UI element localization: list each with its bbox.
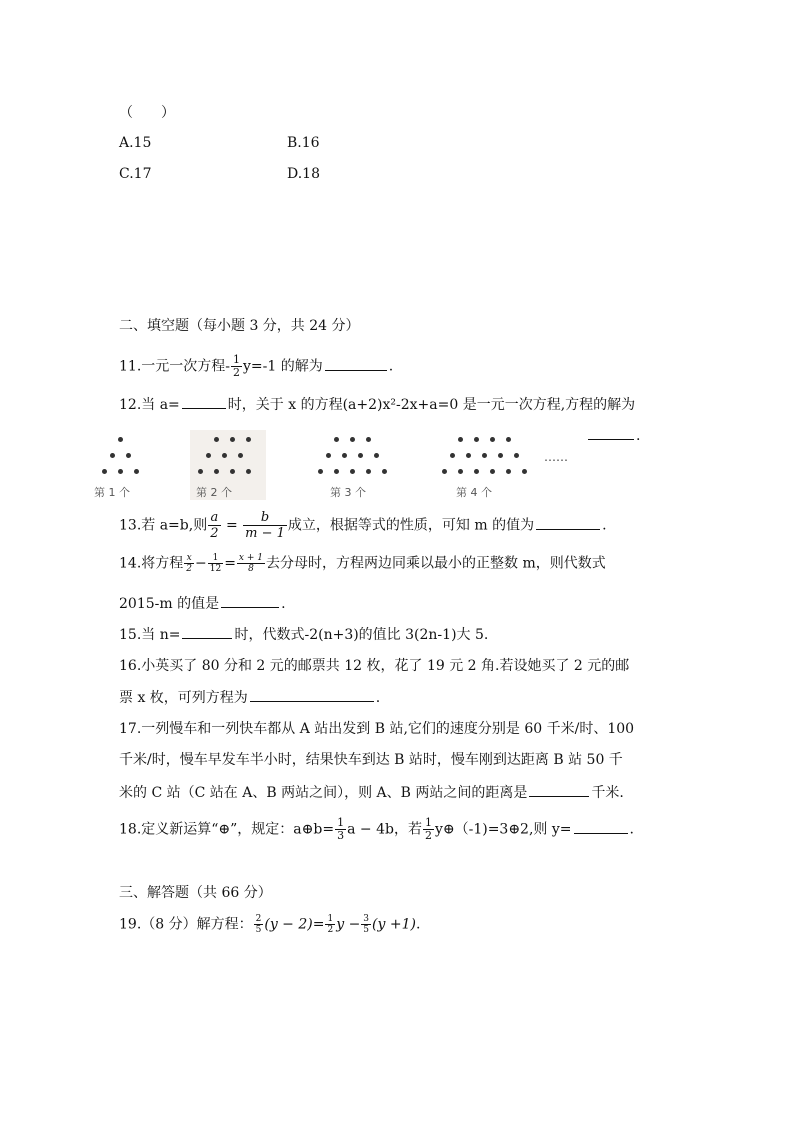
- dot: [118, 437, 123, 442]
- q17-answer-blank[interactable]: [529, 782, 589, 797]
- q13-f1-num: a: [208, 510, 220, 526]
- q14-equals: =: [224, 555, 236, 572]
- q13-text-1: 13.若 a=b,则: [119, 517, 208, 534]
- dot: [366, 437, 371, 442]
- question-15: [119, 624, 488, 645]
- dot: [506, 437, 511, 442]
- figure-1-label: 第 1 个: [94, 486, 130, 499]
- dot: [246, 437, 251, 442]
- q12-text-1: 12.当 a=: [119, 397, 180, 413]
- q18-f2-den: 2: [424, 829, 432, 842]
- q11-text-after: y=-1 的解为: [243, 358, 323, 375]
- q18-text-1: 18.定义新运算“⊕”，规定：a⊕b=: [119, 821, 335, 838]
- figure-3-label: 第 3 个: [330, 486, 366, 499]
- q14-answer-blank[interactable]: [221, 593, 279, 608]
- q13-end: .: [602, 517, 607, 534]
- dot: [466, 453, 471, 458]
- dot: [350, 469, 355, 474]
- q19-fraction-2: [325, 914, 335, 935]
- q17-unit: 千米.: [591, 785, 624, 801]
- dot: [318, 469, 323, 474]
- option-c: C.17: [119, 166, 152, 182]
- figure-ellipsis: ……: [544, 450, 568, 464]
- dot: [214, 469, 219, 474]
- q11-end: .: [388, 358, 394, 375]
- dot: [134, 469, 139, 474]
- dot: [506, 469, 511, 474]
- q18-text-3: y⊕（-1)=3⊕2,则 y=: [434, 821, 572, 838]
- section-2-title: 二、填空题（每小题 3 分，共 24 分）: [119, 318, 360, 334]
- q14-f3-den: 8: [248, 564, 254, 574]
- q14-f3-num: x + 1: [238, 553, 263, 563]
- q14-text-1: 14.将方程: [119, 555, 184, 572]
- dot: [366, 469, 371, 474]
- q14-end: .: [281, 596, 286, 612]
- q19-text-1: 19.（8 分）解方程：: [119, 916, 253, 933]
- dot: [358, 453, 363, 458]
- q12-text-2: 时，关于 x 的方程(a+2)x²-2x+a=0 是一元一次方程,方程的解为: [227, 397, 636, 413]
- q16-line2-text: 票 x 枚，可列方程为: [119, 690, 248, 706]
- q13-equals: =: [221, 517, 243, 534]
- dot: [334, 437, 339, 442]
- q12-blank-a[interactable]: [182, 394, 226, 409]
- dot: [110, 453, 115, 458]
- q19-f3-num: 3: [363, 914, 370, 924]
- dot: [458, 469, 463, 474]
- q16-end: .: [375, 690, 381, 706]
- dot: [198, 469, 203, 474]
- question-11: [119, 354, 393, 379]
- option-b: B.16: [287, 135, 320, 151]
- dot: [522, 469, 527, 474]
- answer-parentheses: （ ）: [119, 105, 175, 121]
- q19-term-2: y −: [336, 916, 361, 933]
- dot: [450, 453, 455, 458]
- q11-text-before: 11.一元一次方程-: [119, 358, 230, 375]
- q11-frac-num: 1: [233, 353, 240, 366]
- q12-solution-line: [586, 425, 640, 444]
- dot: [206, 453, 211, 458]
- q13-answer-blank[interactable]: [536, 515, 600, 530]
- section-3-title: 三、解答题（共 66 分）: [119, 885, 272, 901]
- dot: [474, 437, 479, 442]
- q13-text-2: 成立，根据等式的性质，可知 m 的值为: [287, 517, 535, 534]
- dot: [498, 453, 503, 458]
- q14-f1-den: 2: [186, 564, 192, 574]
- q18-end: .: [629, 821, 634, 838]
- q19-term-3: (y +1): [372, 916, 416, 933]
- q17-line3-text: 米的 C 站（C 站在 A、B 两站之间），则 A、B 两站之间的距离是: [119, 785, 528, 801]
- q19-term-1: (y − 2)=: [264, 916, 325, 933]
- option-d: D.18: [287, 166, 320, 182]
- q14-minus: −: [195, 555, 207, 572]
- q19-f1-num: 2: [255, 914, 262, 924]
- q14-line2-text: 2015-m 的值是: [119, 596, 220, 612]
- q14-text-2: 去分母时，方程两边同乘以最小的正整数 m，则代数式: [266, 555, 606, 572]
- question-16: 16.小英买了 80 分和 2 元的邮票共 12 枚，花了 19 元 2 角.若设她买了 2 元的邮: [119, 658, 630, 674]
- q11-answer-blank[interactable]: [325, 356, 387, 371]
- dot: [102, 469, 107, 474]
- question-16-line-2: [119, 687, 380, 708]
- q13-f1-den: 2: [210, 526, 219, 541]
- dot: [350, 437, 355, 442]
- dot: [514, 453, 519, 458]
- q14-f2-num: 1: [208, 553, 223, 564]
- q19-f3-den: 5: [363, 925, 370, 935]
- q12-end: .: [636, 428, 641, 444]
- figure-2-label: 第 2 个: [196, 486, 232, 499]
- q18-f2-num: 1: [424, 816, 432, 829]
- dot: [442, 469, 447, 474]
- q13-f2-num: b: [243, 510, 287, 526]
- dot: [382, 469, 387, 474]
- q14-f2-den: 12: [209, 564, 222, 574]
- dot: [482, 453, 487, 458]
- q14-f1-num: x: [184, 553, 194, 564]
- dot: [334, 469, 339, 474]
- dot: [246, 469, 251, 474]
- dot: [374, 453, 379, 458]
- question-17-line-3: [119, 782, 624, 803]
- question-12: [119, 394, 635, 415]
- q19-fraction-1: [254, 914, 264, 935]
- dot: [490, 469, 495, 474]
- option-a: A.15: [119, 135, 152, 151]
- q14-fraction-3: [237, 553, 265, 574]
- dot: [490, 437, 495, 442]
- dot: [342, 453, 347, 458]
- q15-text-2: 时，代数式-2(n+3)的值比 3(2n-1)大 5.: [234, 627, 489, 643]
- dot: [238, 453, 243, 458]
- q15-answer-blank[interactable]: [182, 624, 232, 639]
- q11-frac-den: 2: [233, 366, 240, 379]
- q19-end: .: [415, 916, 421, 933]
- q18-answer-blank[interactable]: [574, 819, 628, 834]
- q19-f1-den: 5: [255, 925, 262, 935]
- q14-fraction-2: [208, 553, 223, 574]
- q11-fraction: [231, 354, 242, 379]
- question-18: [119, 817, 634, 842]
- dot: [458, 437, 463, 442]
- dot: [214, 437, 219, 442]
- question-14-line-2: [119, 593, 286, 614]
- dot: [126, 453, 131, 458]
- q18-fraction-1: [335, 817, 346, 842]
- question-13: [119, 510, 607, 541]
- dot: [118, 469, 123, 474]
- q18-fraction-2: [423, 817, 434, 842]
- question-14: [119, 553, 606, 574]
- q16-answer-blank[interactable]: [250, 687, 374, 702]
- dot: [474, 469, 479, 474]
- q19-fraction-3: [361, 914, 371, 935]
- q19-f2-num: 1: [327, 914, 334, 924]
- q14-fraction-1: [184, 553, 194, 574]
- q15-text-1: 15.当 n=: [119, 627, 181, 643]
- q13-f2-den: m − 1: [245, 526, 285, 541]
- q13-fraction-1: [208, 510, 220, 541]
- q18-f1-den: 3: [337, 829, 345, 842]
- question-17-line-2: 千米/时，慢车早发车半小时，结果快车到达 B 站时，慢车刚到达距离 B 站 50 千: [119, 752, 623, 768]
- dot: [326, 453, 331, 458]
- q19-f2-den: 2: [327, 925, 334, 935]
- q12-blank-solution[interactable]: [588, 425, 634, 440]
- q13-fraction-2: [243, 510, 287, 541]
- figure-4-label: 第 4 个: [456, 486, 492, 499]
- q18-text-2: a − 4b，若: [347, 821, 422, 838]
- dot: [222, 453, 227, 458]
- dot: [230, 469, 235, 474]
- question-19: [119, 914, 420, 935]
- dot: [230, 437, 235, 442]
- question-17: 17.一列慢车和一列快车都从 A 站出发到 B 站,它们的速度分别是 60 千米/时、100: [119, 721, 635, 737]
- q18-f1-num: 1: [337, 816, 345, 829]
